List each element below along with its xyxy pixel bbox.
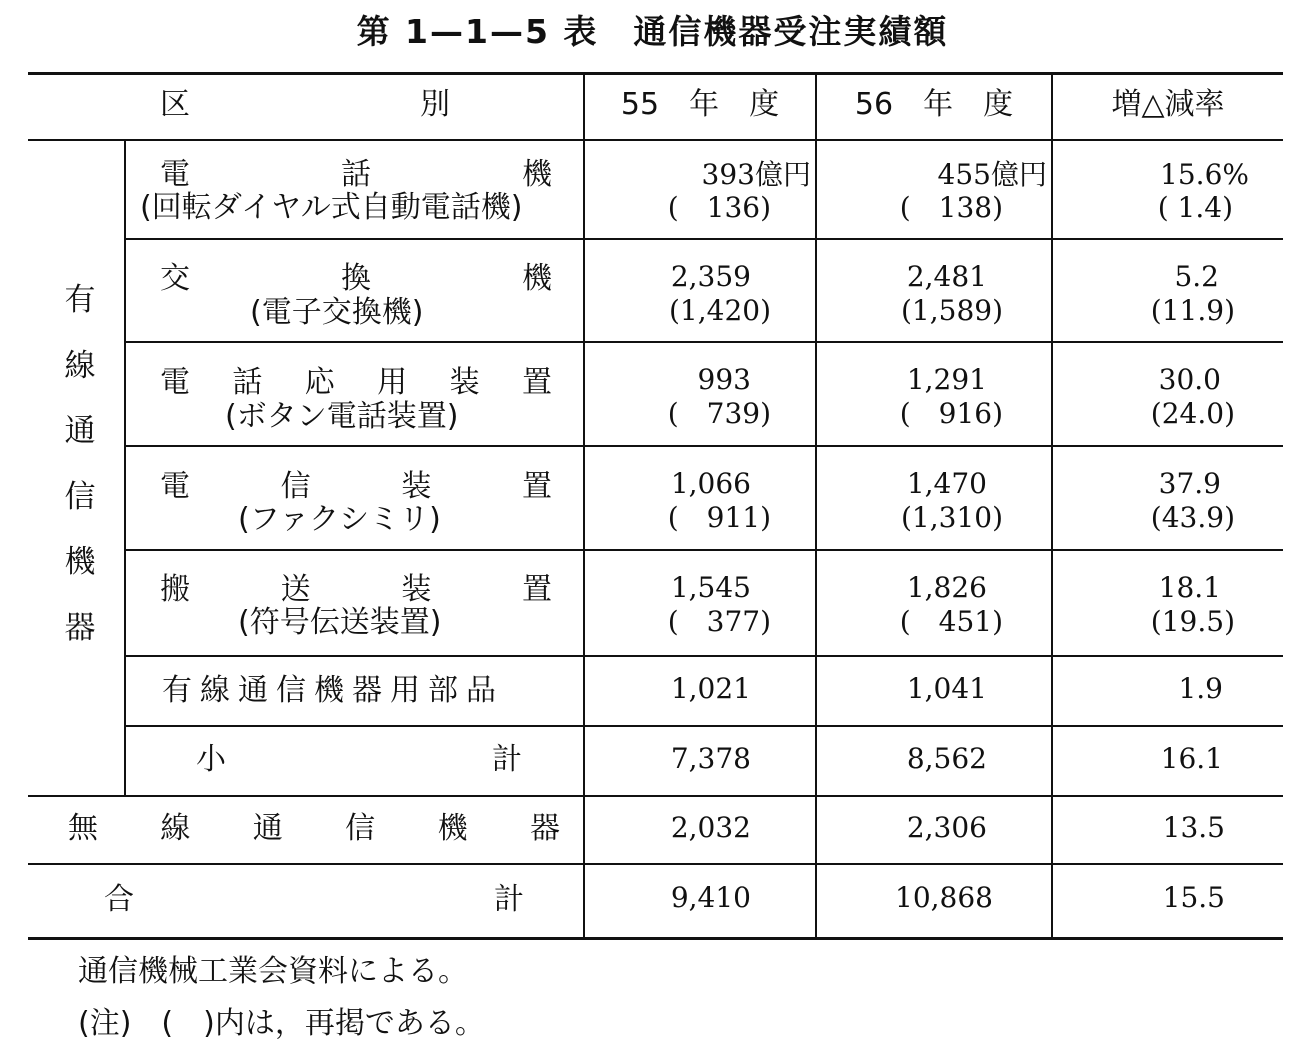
row-telephone-y56: 455億円 — [937, 158, 1047, 191]
row-wireless-rate: 13.5 — [1162, 811, 1225, 844]
row-subtotal-y56: 8,562 — [906, 742, 987, 775]
group-label-char: 通 — [64, 413, 96, 449]
row-telephone-y56-sub: ( 138) — [899, 191, 1003, 224]
row-phone-app-y55: 993 — [697, 363, 751, 396]
row-subtotal-rate: 16.1 — [1160, 742, 1223, 775]
row-switch-rate: 5.2 — [1174, 260, 1219, 293]
row-total-y56: 10,868 — [895, 881, 993, 914]
row-subtotal-y55: 7,378 — [670, 742, 751, 775]
row-divider — [126, 655, 1283, 657]
row-divider — [126, 238, 1283, 240]
row-telegraph-y55-sub: ( 911) — [667, 501, 771, 534]
group-column-rule — [124, 141, 126, 796]
row-telegraph-y56-sub: (1,310) — [900, 501, 1003, 534]
row-switch-y55: 2,359 — [670, 260, 751, 293]
row-divider — [126, 445, 1283, 447]
row-phone-app-y55-sub: ( 739) — [667, 397, 771, 430]
row-phone-app-sub: (ボタン電話装置) — [225, 399, 459, 434]
table-title: 第 1—1—5 表 通信機器受注実績額 — [356, 12, 949, 51]
row-phone-app-y56-sub: ( 916) — [899, 397, 1003, 430]
row-carrier-y55-sub: ( 377) — [667, 605, 771, 638]
row-parts-name: 有線通信機器用部品 — [162, 673, 504, 708]
row-telephone-rate: 15.6% — [1160, 158, 1249, 191]
row-telegraph-rate-sub: (43.9) — [1150, 501, 1235, 534]
row-switch-y56-sub: (1,589) — [900, 294, 1003, 327]
footnote: (注) ( )内は，再掲である。 — [78, 1006, 485, 1041]
row-switch-y55-sub: (1,420) — [668, 294, 771, 327]
row-carrier-sub: (符号伝送装置) — [238, 605, 442, 640]
source-note: 通信機械工業会資料による。 — [78, 954, 468, 989]
row-telegraph-sub: (ファクシミリ) — [238, 502, 441, 537]
header-year-56: 56 年 度 — [854, 87, 1014, 122]
row-total-rate: 15.5 — [1162, 881, 1225, 914]
group-label-char: 信 — [64, 478, 96, 515]
group-label-char: 有 — [64, 282, 96, 318]
row-telegraph-name: 電 信 装 置 — [160, 469, 552, 504]
row-wireless-y56: 2,306 — [906, 811, 987, 844]
row-switch-rate-sub: (11.9) — [1150, 294, 1235, 327]
row-telephone-y55-sub: ( 136) — [667, 191, 771, 224]
row-telegraph-rate: 37.9 — [1158, 467, 1221, 500]
header-bottom-rule — [28, 139, 1283, 141]
group-label-char: 線 — [64, 347, 96, 384]
row-switch-sub: (電子交換機) — [250, 295, 424, 330]
row-telephone-y55: 393億円 — [701, 158, 811, 191]
row-divider — [28, 795, 1283, 797]
row-telegraph-y55: 1,066 — [670, 467, 751, 500]
row-divider — [126, 549, 1283, 551]
row-carrier-rate-sub: (19.5) — [1150, 605, 1235, 638]
row-carrier-name: 搬 送 装 置 — [160, 572, 552, 607]
row-carrier-y55: 1,545 — [670, 571, 751, 604]
row-parts-rate: 1.9 — [1178, 672, 1223, 705]
row-phone-app-name: 電 話 応 用 装 置 — [160, 365, 552, 400]
row-telephone-rate-sub: ( 1.4) — [1157, 191, 1233, 224]
row-subtotal-name: 小 計 — [196, 742, 522, 777]
row-parts-y56: 1,041 — [906, 672, 987, 705]
group-label-wired — [60, 268, 100, 661]
row-carrier-y56-sub: ( 451) — [899, 605, 1003, 638]
row-phone-app-y56: 1,291 — [906, 363, 987, 396]
row-telephone-sub: (回転ダイヤル式自動電話機) — [140, 190, 523, 225]
row-total-y55: 9,410 — [670, 881, 751, 914]
row-total-name: 合 計 — [104, 882, 524, 917]
row-parts-y55: 1,021 — [670, 672, 751, 705]
row-phone-app-rate-sub: (24.0) — [1150, 397, 1235, 430]
row-telephone-name: 電 話 機 — [160, 157, 552, 192]
row-switch-y56: 2,481 — [906, 260, 987, 293]
group-label-char: 器 — [64, 609, 96, 646]
row-telegraph-y56: 1,470 — [906, 467, 987, 500]
row-divider — [126, 725, 1283, 727]
header-year-55: 55 年 度 — [620, 87, 780, 122]
header-category-2: 別 — [420, 87, 450, 122]
row-divider — [126, 341, 1283, 343]
row-carrier-rate: 18.1 — [1158, 571, 1221, 604]
top-rule — [28, 72, 1283, 75]
header-category-1: 区 — [160, 87, 190, 122]
row-switch-name: 交 換 機 — [160, 261, 552, 296]
bottom-rule — [28, 937, 1283, 940]
row-divider — [28, 863, 1283, 865]
row-phone-app-rate: 30.0 — [1158, 363, 1221, 396]
row-wireless-y55: 2,032 — [670, 811, 751, 844]
group-label-char: 機 — [64, 544, 96, 580]
header-rate: 増△減率 — [1111, 87, 1225, 122]
row-carrier-y56: 1,826 — [906, 571, 987, 604]
row-wireless-name: 無 線 通 信 機 器 — [68, 811, 560, 846]
